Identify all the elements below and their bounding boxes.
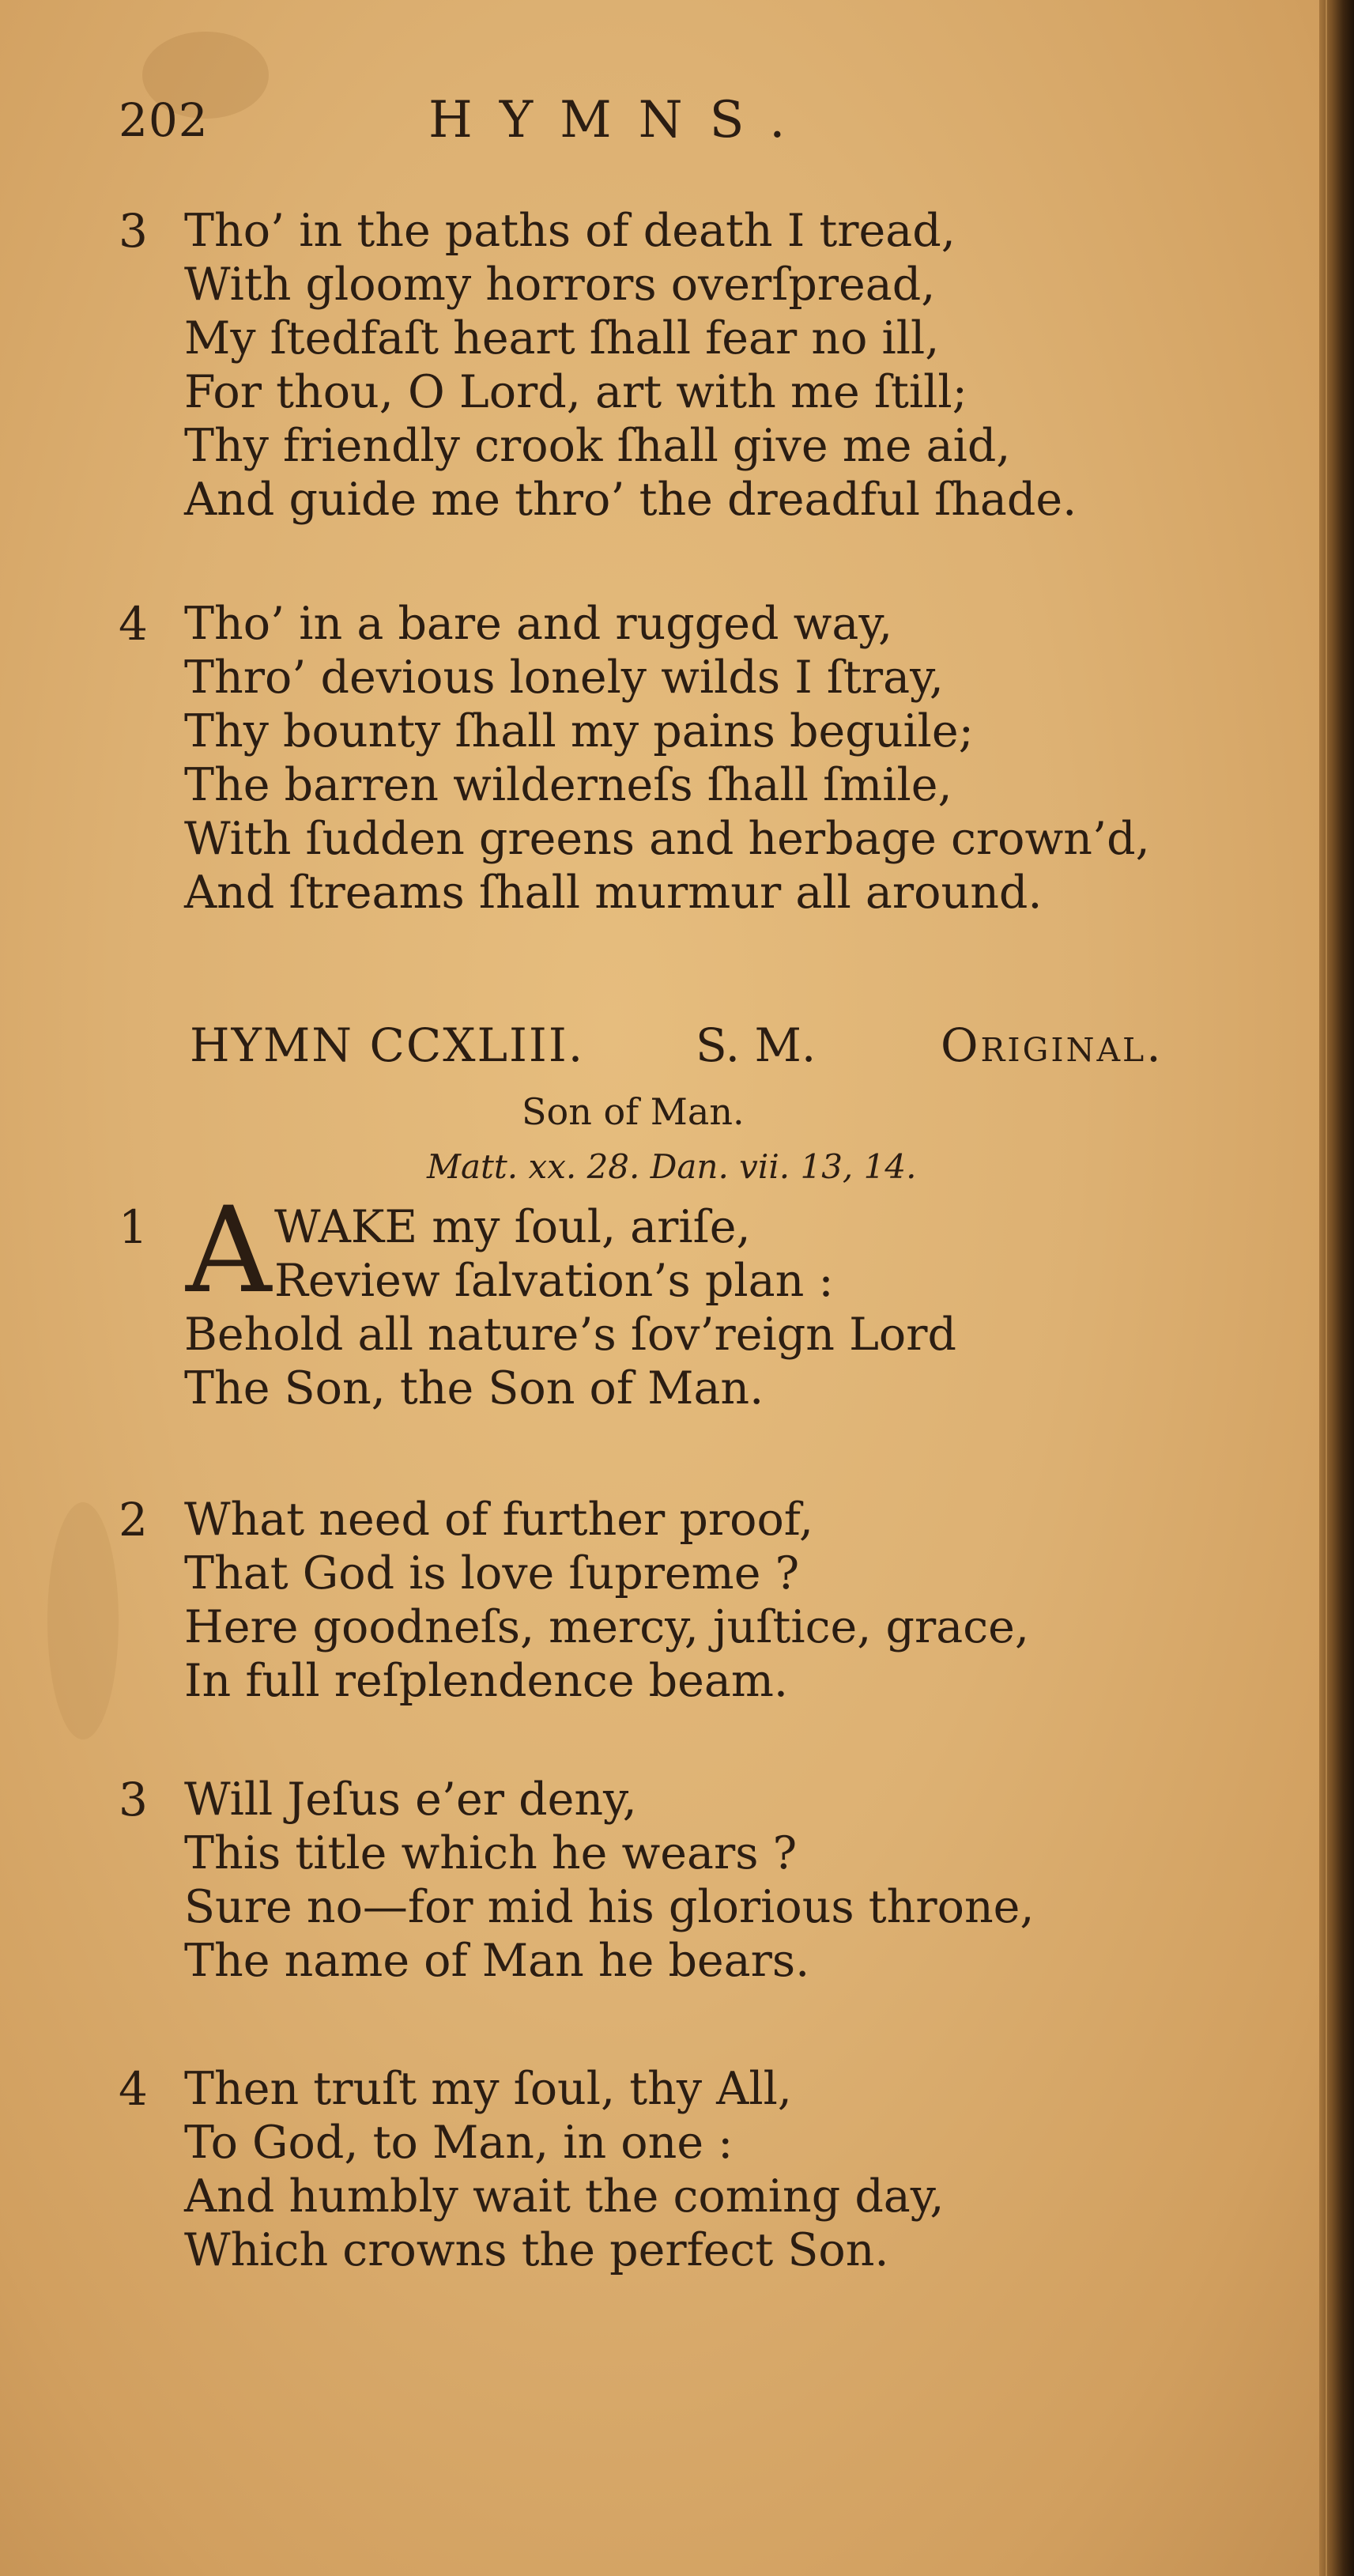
verse-line: And humbly wait the coming day, [184, 2170, 945, 2223]
running-title: HYMNS. [428, 91, 813, 149]
stanza-number: 3 [119, 1773, 148, 1826]
verse-line: Sure no—for mid his glorious throne, [184, 1881, 1035, 1933]
verse-line: The barren wilderneſs ſhall ſmile, [184, 759, 952, 811]
verse-line: And ſtreams ſhall murmur all around. [184, 867, 1043, 919]
hymn-meter: S. M. [696, 1018, 817, 1072]
verse-line: The Son, the Son of Man. [184, 1362, 764, 1415]
verse-line: Thy friendly crook ſhall give me aid, [184, 420, 1011, 472]
verse-line: Behold all nature’s ſov’reign Lord [184, 1309, 956, 1361]
verse-line: Thro’ devious lonely wilds I ſtray, [184, 652, 944, 704]
stanza-number: 1 [119, 1200, 148, 1254]
stanza-number: 4 [119, 2062, 148, 2116]
verse-line: For thou, O Lord, art with me ſtill; [184, 366, 967, 418]
hymn-title: HYMN CCXLIII. [190, 1018, 585, 1072]
page-number: 202 [119, 93, 209, 147]
verse-line: Tho’ in the paths of death I tread, [184, 205, 956, 257]
verse-line: Then truſt my ſoul, thy All, [184, 2063, 792, 2115]
stanza-4 [119, 2062, 1146, 2277]
drop-cap: A [186, 1182, 272, 1320]
hymn-heading [190, 1014, 1241, 1077]
stanza-prev-4 [119, 597, 1150, 920]
verse-line: With ſudden greens and herbage crown’d, [184, 813, 1150, 865]
verse-line: Thy bounty ſhall my pains beguile; [184, 705, 974, 757]
verse-line: Tho’ in a bare and rugged way, [184, 598, 893, 650]
hymn-tune: Original. [941, 1018, 1164, 1072]
verse-line: My ſtedfaſt heart ſhall fear no ill, [184, 312, 940, 364]
verse-line: Review ſalvation’s plan : [274, 1255, 834, 1307]
page-edge [1319, 0, 1354, 2576]
verse-line: Which crowns the perfect Son. [184, 2224, 889, 2276]
verse-line: With gloomy horrors overſpread, [184, 259, 936, 311]
scripture-reference: Matt. xx. 28. Dan. vii. 13, 14. [427, 1147, 917, 1186]
stanza-prev-3 [119, 204, 1146, 527]
hymn-subject: Son of Man. [522, 1090, 745, 1133]
verse-line: And guide me thro’ the dreadful ſhade. [184, 474, 1077, 526]
verse-line: What need of further proof, [184, 1494, 813, 1546]
verse-line: In full reſplendence beam. [184, 1655, 789, 1707]
verse-line: This title which he wears ? [184, 1827, 798, 1879]
running-head [119, 89, 917, 152]
stanza-number: 4 [119, 597, 148, 651]
stanza-3 [119, 1773, 1146, 1988]
verse-line: Will Jeſus e’er deny, [184, 1773, 637, 1826]
stanza-number: 2 [119, 1493, 148, 1547]
verse-line: The name of Man he bears. [184, 1935, 810, 1987]
verse-line: That God is love ſupreme ? [184, 1547, 800, 1600]
stanza-2 [119, 1493, 1146, 1708]
verse-line: Here goodneſs, mercy, juſtice, grace, [184, 1601, 1030, 1653]
verse-line: WAKE my ſoul, ariſe, [274, 1201, 751, 1253]
verse-line: To God, to Man, in one : [184, 2117, 734, 2169]
stanza-number: 3 [119, 204, 148, 258]
